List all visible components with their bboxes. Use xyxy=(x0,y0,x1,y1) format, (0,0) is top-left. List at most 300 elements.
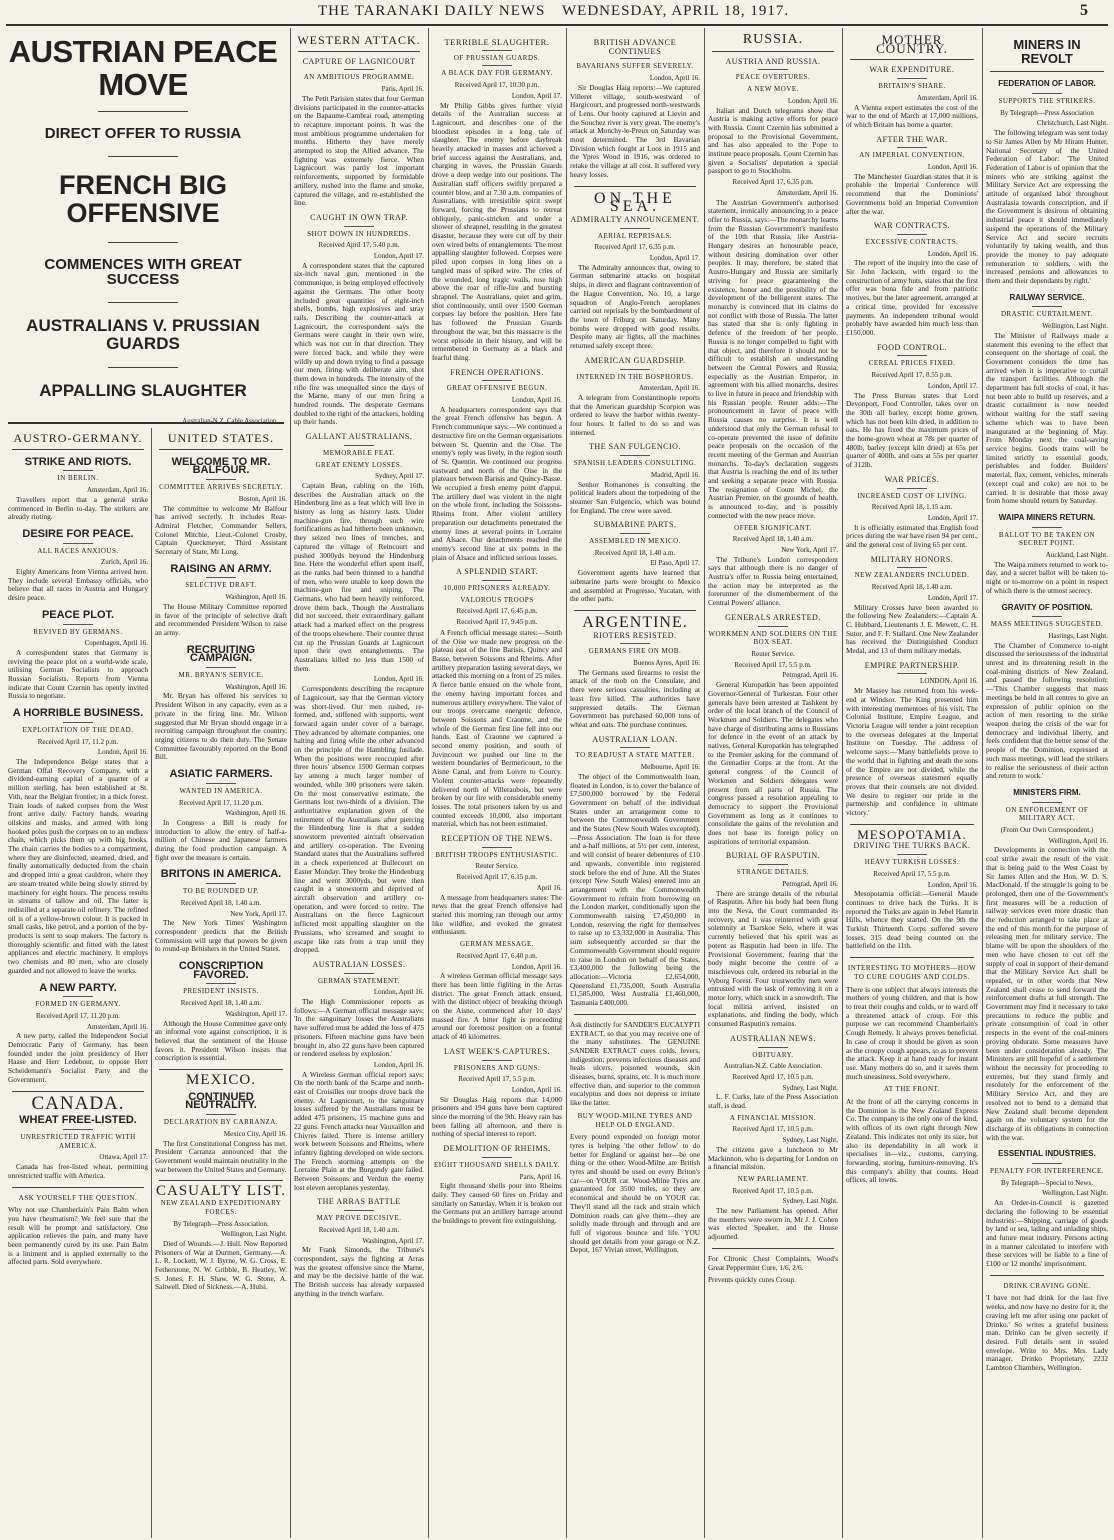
section-title: ARGENTINE. xyxy=(582,613,688,631)
article-body: It is officially estimated that English food prices during the war have risen 94 per cent., and the general cost of living 65 per cent. xyxy=(846,522,978,550)
advert-body: 'I have not had drink for the last five weeks, and now have no desire for it, the craving left me after using one packet of Drinko.' So writes a grateful business man. Drinko can be given secretly if desired. Full details sent in sealed envelope. Write to Mrs. Mrs. Lady manager, Drinko Proprietary, 2232 Lambton Chambers, Wellington. xyxy=(986,1293,1108,1373)
article-body: Mr Philip Gibbs gives further vivid details of the Australian success at Lagnicourt, and describes one of the bloodiest episodes in a long tale of slaughter. The enemy before daybreak heavily attacked in masses and achieved a brief success against the Australians, and, charging in waves, the Prussian Guards drove a deep wedge into our positions. The Australian staff officers swiftly prepared a counter blow, and at 7.30 a.m. companies of Australians, with irresistible spirit swept forward, forcing the Prussians to retreat obliquely, panic-stricken and under a shower of shrapnel, resulting in the greatest disaster, because they were cut off by their own wired belts of entanglements. The most appalling slaughter followed. Corpses were piled upon corpses in long lines on a tangled mass of spiked wire. The cries of the wounded, long tragic wails, rose high above the roar of rifle-fire and bursting shrapnel. The Australians, quiet and grim, shot continuously, until over 1500 German corpses lay before the position. Here fate has followed the Prussian Guards throughout the war, but this massacre is the worst episode in their history, and will be remembered in Germany as a black and fearful thing. xyxy=(432,100,562,362)
column-british-advance xyxy=(570,30,700,1538)
received-line: Received April 17, 10.5 p.m. xyxy=(732,1186,814,1195)
credit-line: Australian-N.Z. Cable Association. xyxy=(723,1062,823,1071)
dateline: Hastings, Last Night. xyxy=(1048,631,1108,640)
dateline: Sydney, April 17. xyxy=(375,472,424,481)
lead-bottom-rule xyxy=(8,422,284,424)
dateline: Wellington, April 16. xyxy=(1048,836,1108,845)
article-subhead: PRESIDENT INSISTS. xyxy=(183,987,259,996)
received-line: Received April 17, 5.5 p.m. xyxy=(734,660,812,669)
dateline: Amsterdam, April 16. xyxy=(86,486,148,495)
article-headline: ASIATIC FARMERS. xyxy=(169,768,273,781)
article-subhead: OFFER SIGNIFICANT. xyxy=(734,523,812,532)
article-body: Italian and Dutch telegrams show that Austria is making active efforts for peace with Russia. Count Czernin has submitted a proposal to the Provisional Government, and has also appealed to the Pope to institute peace proposals. Count Czernin has given a Socialists' deputation a special passport to go to Stockholm. xyxy=(708,105,838,176)
dateline: April 16. xyxy=(536,883,562,892)
article-body: Correspondents describing the recapture of Lagnicourt, say that the German victory was short-lived. Our men rushed, re-formed, and, stiffened with supports, went forward again under cover of a barrage. They advanced by alternate companies, one halting and firing while the other advanced on the principle of the Hambling fusilade. When the positions were reoccupied after three hours' absence 1500 German corpses lay among a much larger number of wounded, while 300 prisoners were taken. On the most conservative estimate, the Germans lost two-thirds of a division. The authoritative explanation given of the retirement of the Australians after piercing the Hindenburg line is that a sudden snowstorm prevented aircraft observation and artillery co-operation. The Evening Standard states that the Australians suffered in a check experienced at Bullecourt on Easter Monday. They broke the Hindenburg line and went 3000yds, but were then caught in a snowstorm and deprived of aircraft observation and artillery co-operation, and were forced to retire. The Australians on the fierce Lagnicourt inflicted most appalling slaughter on the Prussians, who screamed and sought to escape like rats from a trap until they dropped. xyxy=(294,684,424,955)
article-headline: ESSENTIAL INDUSTRIES. xyxy=(998,1149,1096,1159)
dateline: London, April 16. xyxy=(649,74,700,83)
article-body: A French official message states:—South of the Oise we made new progress on the plateau east of the line Barisis, Quincy and Basse, between Soissons and Rheims. After artillery preparation lasting several days, we attacked this morning on a front of 25 miles. A fierce battle ensued on the whole front, the enemy having important forces and numerous artillery everywhere. The valor of our troops overcame energetic defence, between Soissons and Craonne, and the whole of the German first line fell into our hands. East of Craonne we captured a second enemy position, and south of Juvincourt we pushed our line to the western boundaries of Bermericourt, to the Aisne Canal, and from Loivre to Courcy. Violent counter-attacks were repeatedly delivered north of Villeraubois, but were broken by our fire with considerable enemy losses. The total prisoners taken by us and counted exceeds 10,000, also important material, which has not been estimated. xyxy=(432,627,562,829)
article-body: The Independence Belge states that a German Offal Recovery Company, with a dividend-earning capital of a quarter of a million sterling, has been established at St. Vith, near the Belgian frontier, in a thick forest. Train loads of naked corpses from the West front arrive daily. Factory hands, wearing oilskins and masks, and armed with long hooked poles push the corpses on to an endless chain, which picks them up with big hooks. The chain carries the bodies to a compartment, where they are disinfected, steamed, dried, and finally automatically deducted from the chain and dropped into a great cauldron, where they are steam treated while being slowly stirred by machinery for eight hours. The process results in streams of tallow and oil. The latter is redistilled at a separate oil refinery. The refined oil is of a yellow-brown colour. It is packed in small casks, like petrol, and a portion of the by-products is sent to soap makers. The factory is thoroughly scientific and fitted with the latest appliances and electric machinery. It employs two chemists and 80 men, who are closely guarded and not allowed to leave the works. xyxy=(8,756,148,975)
masthead xyxy=(0,0,1114,22)
article-body: Eight thousand shells pour into Rheims daily. They caused 60 fires on Friday and similarly on Saturday. When it is broken out the Germans put an artillery barrage around the buildings to prevent fire extinguishing. xyxy=(432,1181,562,1226)
section-title: MESOPOTAMIA. xyxy=(857,826,967,842)
article-body: A wireless German official message says there has been little fighting in the Arras district. The great French attack ensued, with the distinct object of breaking through on the Aisne, commenced after 10 days' massed fire. A bitter fight is proceeding around our foremost position on a frontal attack of 40 kilometres. xyxy=(432,971,562,1042)
received-line: Received April 17, 10.5 p.m. xyxy=(732,1072,814,1081)
dateline: London, April 17. xyxy=(649,254,700,263)
received-line: Received April 18, 1.40 a.m. xyxy=(732,535,814,544)
advert-body: Prevents quickly cures Croup. xyxy=(708,1275,796,1285)
article-body: The report of the inquiry into the case of Sir John Jackson, with regard to the construction of army huts, states that the first offer was bona fide and from patriotic motives, but the later agreement, arranged at a critical time, provided for excessive payments. An independent tribunal would probably have awarded him much less than £150,000. xyxy=(846,258,978,337)
article-subhead: AN AMBITIOUS PROGRAMME. xyxy=(303,73,415,82)
article-headline: EMPIRE PARTNERSHIP. xyxy=(864,660,960,670)
article-headline: FEDERATION OF LABOR. xyxy=(998,79,1096,89)
section-title: AUSTRO-GERMANY. xyxy=(13,431,143,445)
advert-headline: DRINK CRAVING GONE. xyxy=(1003,1281,1091,1290)
dateline: Amsterdam, April 16. xyxy=(916,93,978,102)
article-headline: WELCOME TO MR. BALFOUR. xyxy=(171,455,271,477)
article-headline: AUSTRIA AND RUSSIA. xyxy=(725,56,821,66)
article-subhead: MR. BRYAN'S SERVICE. xyxy=(178,671,264,680)
article-body: The committee to welcome Mr Balfour has arrived secretly. It includes Rear-Admiral Fletcher, Commander Sellers, Colonel Mitchie, Lieut.-Colonel Crosby, Captain Queckmeyer, Third Assistant Secretary of State, Mr Long. xyxy=(155,503,287,557)
column-terrible-slaughter xyxy=(432,30,562,1538)
column-rule xyxy=(151,428,152,1538)
lead-headline-4: COMMENCES WITH GREAT SUCCESS xyxy=(44,255,242,289)
article-headline: CONTINUED NEUTRALITY. xyxy=(185,1090,257,1112)
column-rule xyxy=(566,28,567,1538)
dateline: Buenos Ayres, April 16. xyxy=(633,659,700,668)
article-subhead: ON ENFORCEMENT OF MILITARY ACT. xyxy=(1005,805,1089,823)
article-subhead: SELECTIVE DRAFT. xyxy=(185,581,257,590)
article-subhead: INCREASED COST OF LIVING. xyxy=(857,491,967,500)
article-headline: A SPLENDID START. xyxy=(455,567,539,577)
newspaper-name: THE TARANAKI DAILY NEWS xyxy=(318,3,546,19)
article-body: A correspondent states that the captured six-inch naval gun, mentioned in the communique, is being employed effectively against the Germans. The other booty included great quantities of eight-inch shells, bombs, high explosives and stray rails. Describing the counter-attack at Lagnicourt, the correspondent says the Germans were caught in their own wire, which was not cut in that direction. They were forced back, and while they were wildly up and down trying to find a passage our men, firing with deliberate aim, shot them down in hundreds. The intensity of the rifle fire was unequalled since the days of the Marne, many of our men firing a hundred rounds. The desperate Germans doubled to the right of the attackers, holding up their hands. xyxy=(294,260,424,427)
article-headline: STRIKE AND RIOTS. xyxy=(24,455,132,468)
article-body: A Vienna expert estimates the cost of the war to the end of March at 17,000 millions, of which Britain has borne a quarter. xyxy=(846,102,978,129)
article-headline: GENERALS ARRESTED. xyxy=(725,612,821,622)
received-line: Received April 17, 10.5 p.m. xyxy=(732,1125,814,1134)
article-body: The Chamber of Commerce to-night discussed the seriousness of the industrial unrest and its threatening result in the coal-mining districts of New Zealand, and passed the following resolution:—'This Chamber suggests that mass meetings be held in all centres to give an expression of public opinion on the action of men resorting to the strike weapon during the crisis of the war for democracy and individual liberty, and feels confident that the better sense of the people of the Dominion, expressed at such mass meetings, will lead the strikers to realise the seriousness of their action and return to work.' xyxy=(986,640,1108,781)
lead-headline-1: AUSTRIAN PEACE MOVE xyxy=(8,34,278,102)
article-subhead: OF PRUSSIAN GUARDS. xyxy=(453,53,541,62)
article-headline: SUBMARINE PARTS. xyxy=(593,520,677,530)
article-body: Sir Douglas Haig reports that 14,000 prisoners and 194 guns have been captured since the morning of the 9th. Heavy rain has been falling all afternoon, and there is nothing of special interest to report. xyxy=(432,1094,562,1139)
article-headline: CAPTURE OF LAGNICOURT xyxy=(302,56,416,66)
advert-headline: AT THE FRONT. xyxy=(883,1085,941,1094)
lead-headline-3: FRENCH BIG OFFENSIVE xyxy=(59,169,227,229)
article-headline: THE ARRAS BATTLE xyxy=(317,1197,401,1207)
article-subhead: PENALTY FOR INTERFERENCE. xyxy=(989,1167,1105,1176)
article-body: Mesopotamia official:—General Maude continues to drive back the Turks. It is reported the Turks are again in Jebel Hamrin Hills, whence they started. On the 9th the Turkish Thirteenth Corps suffered severe losses, 315 dead being counted on the battlefield on the 11th. xyxy=(846,889,978,951)
column-russia xyxy=(708,30,838,1538)
dateline: Christchurch, Last Night. xyxy=(1036,119,1108,128)
dateline: London, April 16. xyxy=(511,962,562,971)
article-body: A telegram from Constantinople reports that the American guardship Scorpion was ordered to leave the harbor within twenty-four hours. It failed to do so and was interned. xyxy=(570,392,700,437)
dateline: London, April 16. xyxy=(927,163,978,172)
section-title: BRITISH ADVANCE CONTINUES xyxy=(593,37,677,56)
article-subhead: GERMAN STATEMENT. xyxy=(317,976,401,985)
article-subhead: GREAT ENEMY LOSSES. xyxy=(315,460,403,469)
article-subhead: GERMAN MESSAGE. xyxy=(459,940,534,949)
article-subhead: BRITISH TROOPS ENTHUSIASTIC. xyxy=(435,850,559,859)
article-subhead: OBITUARY. xyxy=(752,1050,794,1059)
article-subhead: PRISONERS AND GUNS. xyxy=(453,1063,541,1072)
article-subhead: COMMITTEE ARRIVES SECRETLY. xyxy=(159,483,283,492)
column-austro-germany xyxy=(8,428,148,1538)
dateline: Washington, April 17. xyxy=(362,1236,424,1245)
article-headline: RIOTERS RESISTED. xyxy=(593,630,677,640)
lead-headline-2: DIRECT OFFER TO RUSSIA xyxy=(44,125,242,143)
article-body: General Kuropatkin has been appointed Governor-General of Turkestan. Four other generals have been arrested at Tashkent by order of the local branch of the Council of Workmen and Soldiers. The delegates who have charge of distributing arms to Russians for defence in the event of an attack by natives, General Kuropatkin has telegraphed to the Premier asking for the command of the Grenadier Corps at the front. At the general congress of the Council of Workmen and Soldiers delegates were present from all parts of Russia. The congress passed a resolution appealing to democracy to support the Provisional Government as long as it continues to consolidate the gains of the revolution and does not base its foreign policy on aspirations of territorial expansion. xyxy=(708,680,838,846)
dateline: London, April 17. xyxy=(373,252,424,261)
received-line: Received April 18, 1.40 a.m. xyxy=(318,1225,400,1234)
column-miners-in-revolt xyxy=(986,30,1108,1538)
article-subhead: FORMED IN GERMANY. xyxy=(35,1000,121,1009)
article-headline: RAISING AN ARMY. xyxy=(170,562,272,575)
article-headline: DRIVING THE TURKS BACK. xyxy=(853,841,971,851)
dateline: Petrograd, April 16. xyxy=(782,879,838,888)
received-line: Received April 18, 1.40 a.m. xyxy=(594,548,676,557)
dateline: London, April 16. xyxy=(927,249,978,258)
masthead-rule xyxy=(6,24,1108,26)
article-headline: CAUGHT IN OWN TRAP. xyxy=(310,212,408,222)
dateline: Wellington, Last Night. xyxy=(221,1230,287,1239)
received-line: Received April 17, 10.30 p.m. xyxy=(454,81,540,90)
section-title: CANADA. xyxy=(31,1092,125,1114)
article-headline: MINISTERS FIRM. xyxy=(1013,787,1081,797)
section-title: ON THE SEA. xyxy=(594,189,676,216)
article-body: Senhor Romanones is consulting the political leaders about the torpedoing of the steamer San Fulgencio, which was bound for England. The crew were saved. xyxy=(570,479,700,515)
issue-date: WEDNESDAY, APRIL 18, 1917. xyxy=(562,3,790,19)
advert-body: Ask distinctly for SANDER'S EUCALYPTI EXTRACT, so that you may receive one of the many substitutes. The GENUINE SANDER EXTRACT cures colds, fevers, indigestion; prevents infectious diseases and heals ulcers, poisoned wounds, skin diseases, burns, sprains, etc. It is much more effective than, and superior to the common eucalyptus and does not depress or irritate like the latter. xyxy=(570,1019,700,1108)
dateline: Wellington, Last Night. xyxy=(1042,1189,1108,1198)
article-headline: WAIPA MINERS RETURN. xyxy=(998,512,1096,522)
article-subhead: EXCESSIVE CONTRACTS. xyxy=(865,237,959,246)
dateline: London, April 16. xyxy=(373,675,424,684)
received-line: Received April 17, 6.45 p.m. xyxy=(456,607,538,616)
article-body: The citizens gave a luncheon to Mr Mackinnon, who is departing for London on a financial mission. xyxy=(708,1144,838,1172)
article-body: A headquarters correspondent says that the great French offensive has begun. A French communique says:—We continued a destructive fire on the German organisations between St. Quentin and the Oise. The enemy's reply was lively, in the region south of St. Quentin. We continued our progress eastward and north of the Oise in the plateaux between Barisis and Quincy-Basse. We occupied a fresh enemy point d'appui. The artillery duel was violent in the night on the whole front, including the Soissons-Rheims front. After violent artillery preparation our detachments penetrated the enemy lines at several points in Lorraine and Alsace. Our detachments reached the enemy's second line at six points in the plain of Alsace and inflicted serious losses. xyxy=(432,404,562,562)
received-line: Received April 17, 11.20 p.m. xyxy=(178,798,264,807)
article-subhead: ASSEMBLED IN MEXICO. xyxy=(589,537,681,546)
dateline: Auckland, Last Night. xyxy=(1045,551,1108,560)
credit-line: Reuter Service. xyxy=(751,650,795,658)
article-headline: PEACE PLOT. xyxy=(41,608,115,621)
article-body: Government agents have learned that submarine parts were brought to Mexico and assembled at Progresso, Yucatan, with the other parts. xyxy=(570,568,700,604)
lead-headline-5: AUSTRALIANS V. PRUSSIAN GUARDS xyxy=(26,316,260,353)
column-mother-country xyxy=(846,30,978,1538)
article-body: A message from headquarters states: The news that the great French offensive had started this morning ran through our army like wildfire, and evoked the greatest enthusiasm. xyxy=(432,892,562,937)
article-body: Eighty Americans from Vienna arrived here. They include several Embassy officials, who believe that all races in Austria and Hungary desire peace. xyxy=(8,567,148,603)
article-subhead: IN BERLIN. xyxy=(57,474,99,483)
article-body: The New York Times' Washington correspondent predicts that the British Commission will urge that powers be given to round-up Britishers in the United States. xyxy=(155,918,287,954)
received-line: Received April 17, 11.2 p.m. xyxy=(37,737,119,746)
column-rule xyxy=(842,28,843,1538)
column-united-states xyxy=(155,428,287,1538)
article-headline: FRENCH OPERATIONS. xyxy=(450,367,544,377)
article-subhead: ALL RACES ANXIOUS. xyxy=(37,546,119,555)
article-headline: CONSCRIPTION FAVORED. xyxy=(178,960,264,981)
article-headline: BURIAL OF RASPUTIN. xyxy=(725,851,821,861)
article-headline: WAR EXPENDITURE. xyxy=(869,65,955,75)
article-headline: WAR PRICES. xyxy=(884,474,940,484)
dateline: Ottawa, April 17. xyxy=(99,1153,148,1162)
article-subhead: HEAVY TURKISH LOSSES. xyxy=(864,858,960,867)
cable-credit: Australian-N.Z. Cable Association. xyxy=(182,417,278,425)
article-body: The Press Bureau states that Lord Devonport, Food Controller, takes over on the 30th all barley, except home grown, which has not been kiln dried, in addition to oats. He has fixed the maximum prices of the home-grown wheat at 78s per quarter of 480lb, barley (except kiln dried) at 65s per quarter of 400lb, and oats at 55s per quarter of 312lb. xyxy=(846,390,978,470)
dateline: New York, April 17. xyxy=(781,545,838,554)
advert-body: There is one subject that always interests the mothers of young children, and that is how to treat their coughs and colds, or to ward off a threatened attack of croup. For this purpose we can recommend Chamberlain's Cough Remedy. It always proves beneficial. In case of croup it should be given as soon as the croupy cough appears, so as to prevent the attack. Keep it at hand ready for instant use. Many mothers do so, and it saves them much uneasiness. Sold everywhere. xyxy=(846,984,978,1081)
received-line: Received April 17, 5.40 p.m. xyxy=(318,241,400,250)
article-body: The Waipa miners returned to work to-day, and a secret ballot will be taken to-night or to-morrow on a point in respect of which there is the utmost secrecy. xyxy=(986,559,1108,595)
article-subhead: SUPPORTS THE STRIKERS. xyxy=(998,96,1096,105)
advert-headline: ASK YOURSELF THE QUESTION. xyxy=(18,1193,138,1202)
received-line: Received April 17, 6.40 p.m. xyxy=(456,951,538,960)
article-body: L. F. Curks, late of the Press Association staff, is dead. xyxy=(708,1092,838,1111)
dateline: Sydney, Last Night. xyxy=(782,1136,838,1145)
column-rule xyxy=(290,28,291,1538)
article-body: A Wireless German official report says: On the north bank of the Scarpe and north-east of Croisilles our troops drove back the enemy. At Lagnicourt, to the sanguinary losses suffered by the Australians must be added 475 prisoners, 15 machine guns and 22 guns. French attacks near Vauxaillon and Chivres failed. There is intense artillery work between Soissons and Rheims, where infantry fighting developed on wide sectors. The French storming attempts on the Lorraine Plain at the Burgundy gate failed. Between Soissons and Verdun the enemy lost eleven aeroplanes yesterday. xyxy=(294,1069,424,1192)
received-line: Received April 18, 1.40 a.m. xyxy=(180,898,262,907)
received-line: Received April 17, 5.5 p.m. xyxy=(873,869,951,878)
dateline: Sydney, Last Night. xyxy=(782,1083,838,1092)
article-headline: DESIRE FOR PEACE. xyxy=(22,527,134,540)
article-body: The Germans used firearms to resist the attack of the mob on the Consulate, and there were serious casualties, including at least five killed. The authorities have suppressed details. The German Government has purchased 60,000 tons of wheat and oats. The purchase continues. xyxy=(570,667,700,729)
received-line: Received April 17, 6.35 p.m. xyxy=(732,178,814,187)
dateline: Washington, April 16. xyxy=(225,682,287,691)
article-subhead: MEMORABLE FEAT. xyxy=(323,448,395,457)
received-line: Received April 17, 11.20 p.m. xyxy=(35,1011,121,1020)
article-body: The first Constitutional Congress has met. President Carranza announced that the Government would maintain neutrality in the war between the United States and Germany. xyxy=(155,1138,287,1174)
page-number: 5 xyxy=(1080,2,1088,19)
column-western-attack xyxy=(294,30,424,1538)
dateline: Amsterdam, April 16. xyxy=(86,1022,148,1031)
article-body: Canada has free-listed wheat, permitting unrestricted traffic with America. xyxy=(8,1162,148,1180)
dateline: Washington, April 16. xyxy=(225,809,287,818)
section-title: MEXICO. xyxy=(186,1072,256,1089)
article-body: A correspondent states that Germany is reviving the peace plot on a world-wide scale, utilising German Socialists to approach Russian Socialists. Reports from Vienna indicate that Count Czernin has openly invited Russia to negotiate. xyxy=(8,647,148,701)
article-body: The Manchester Guardian states that it is probable the Imperial Conference will recommend that the Dominions' Governments hold an Imperial Convention after the war. xyxy=(846,171,978,216)
article-body: The new Parliament has opened. After the members were sworn in, Mr J. J. Cohen was elected Speaker, and the House adjourned. xyxy=(708,1206,838,1242)
section-title: TERRIBLE SLAUGHTER. xyxy=(444,37,550,47)
column-rule xyxy=(428,28,429,1538)
article-body: The object of the Commonwealth loan, floated in London, is to cover the balance of £7,500,000 borrowed by the Federal Government on behalf of the individual States under an arrangement come to between the Commonwealth Government and the States (New South Wales excepted).—Press Association. The loan is for three and a-half millions, at 5½ per cent. interest, and will consist of bearer debentures of £10 and upwards, convertible into registered stock before the end of June. All the States (except New South Wales) entered into an arrangement with the Commonwealth Government to refrain from borrowing on the London market, conditionally upon the Commonwealth raising £7,450,000 in London, reserving the right for themselves to raise up to £3,332,000 in Australia. This sum subsequently accorded so that the Commonwealth Government should require to raise in London on behalf of the States, £3,400,000 the following being the allocation:—Victoria £2,654,000, Queensland £1,735,000, South Australia £1,585,000, West Australia £1,460,000, Tasmania £400,000. xyxy=(570,771,700,1008)
article-body: Mr. Bryan has offered his services to President Wilson in any capacity, even as a private in the firing line. Mr. Wilson suggested that Mr Bryan should engage in a recruiting campaign throughout the country, urging citizens to do their duty. The Senate Committee favourably reported on the Bond Bill. xyxy=(155,691,287,762)
dateline: London, April 16. xyxy=(511,1085,562,1094)
article-body: In Congress a Bill is ready for introduction to allow the entry of half-a-million of Chinese and Japanese farmers during the food production campaign. A fight over the measure is certain. xyxy=(155,817,287,862)
article-subhead: UNRESTRICTED TRAFFIC WITH AMERICA. xyxy=(20,1133,136,1150)
credit-line: By Telegraph—Press Association xyxy=(1000,108,1094,117)
article-headline: A NEW PARTY. xyxy=(39,981,117,994)
dateline: Zurich, April 16. xyxy=(100,558,148,567)
article-subhead: STRANGE DETAILS. xyxy=(736,868,810,877)
lead-headline-6: APPALLING SLAUGHTER xyxy=(39,380,247,400)
dateline: London, April 16. xyxy=(927,880,978,889)
dateline: Sydney, Last Night. xyxy=(782,1197,838,1206)
article-body: There are strange details of the reburial of Rasputin. After his body had been flung into the Neva, the Court commanded its recovery, and it was reinterred with great solemnity at Tsarskoe Selo, where it was currently believed that his spirit was as potent as Rasputin had been in life. The Provisional Government, fearing that the body might become the centre of a mischievous cult, ordered its reburial in the Vyborg Forest. Four trustworthy men were entrusted with the task of removing it on a motor lorry, which stuck in a snowdrift. The local militia arrived, insisted on explanations, and finding the body, which consumed Rasputin's remains. xyxy=(708,888,838,1029)
article-headline: ADMIRALTY ANNOUNCEMENT. xyxy=(570,214,700,224)
lead-headlines xyxy=(8,30,278,460)
dateline: London, April 17. xyxy=(927,381,978,390)
column-rule xyxy=(704,28,705,1538)
section-title: MOTHER COUNTRY. xyxy=(876,32,948,56)
article-body: The Petit Parisien states that four German divisions participated in the counter-attacks on the Bapaume-Cambrai road, attempting to recapture important points. It was the most ambitious programme undertaken for months. Hitherto they have merely attempted to stop the Allied advance. The fighting was extremely fierce. When Lagnicourt was partly lost important reinforcements, supported by formidable artillery, rushed into the flame and smoke, captured the village, and re-established the line. xyxy=(294,93,424,208)
article-subhead: VALOROUS TROOPS xyxy=(460,595,534,604)
column-rule xyxy=(982,28,983,1538)
article-subhead: NEW ZEALAND EXPEDITIONARY FORCES. xyxy=(160,1199,282,1216)
article-body: A new party, called the Independent Social Democratic Party of Germany, has been founded under the joint presidency of Herr Haase and Herr Ledebour, to oppose Herr Scheidemann's Socialist Party and the Government. xyxy=(8,1031,148,1084)
advert-body: For Chronic Chest Complaints, Wood's Great Peppermint Cure, 1/6, 2/6. xyxy=(708,1253,838,1272)
article-body: An Order-in-Council is gazetted declaring the following to be essential industries:—Shipping, carriage of goods by land or sea, lading and unlading ships, and future meat industry. Persons acting in a manner calculated to interfere with these services will be liable to a fine of £100 or 12 months' imprisonment. xyxy=(986,1198,1108,1269)
article-subhead: SPANISH LEADERS CONSULTING. xyxy=(573,459,697,468)
dateline: Boston, April 16. xyxy=(238,494,287,503)
dateline: London, April 16. xyxy=(373,1060,424,1069)
dateline: Wellington, Last Night. xyxy=(1042,322,1108,331)
received-line: Received April 17, 9.45 p.m. xyxy=(456,618,538,627)
received-line: Received April 17, 6.35 p.m. xyxy=(594,243,676,252)
dateline: Melbourne, April 16. xyxy=(640,763,700,772)
article-body: Travellers report that a general strike commenced in Berlin to-day. The strikers are already rioting. xyxy=(8,494,148,522)
article-headline: A HORRIBLE BUSINESS. xyxy=(12,707,144,720)
article-subhead: NEW ZEALANDERS INCLUDED. xyxy=(854,571,970,580)
article-subhead: AERIAL REPRISALS. xyxy=(597,231,673,240)
article-headline: AUSTRALIAN LOAN. xyxy=(592,734,678,744)
dateline: Washington, April 17. xyxy=(225,1009,287,1018)
article-body: Developments in connection with the coal strike await the result of the visit that is being paid to the West Coast by Sir James Allen and the Hon. W. D. S. MacDonald. If the struggle is going to be prolonged, then one of the Government's first measures will be a reduction of railway services even more drastic than the reduction arranged to take place at the end of this month for the purpose of releasing men for military service. The blame will be upon the shoulders of the men who have chosen to cut off the supply of coal in support of their demand that the Military Service Act shall be repealed, or in other words that New Zealand shall cease to send forward the reinforcement drafts at full strength. The Government may find it necessary to take precautions to reduce the public and private consumption of coal in other respects in the event of the coal-miners proving obdurate. Some measures have been under consideration already. The Ministers are still hopeful of a settlement without the necessity for proceeding to extremes, but they stand firmly and resolutely for the enforcement of the Military Service Act, and they are resolved not to bend to a demand that New Zealand shall become dependent again on the voluntary system for the discharge of its obligations in connection with the war. xyxy=(986,845,1108,1142)
article-subhead: GREAT OFFENSIVE BEGUN. xyxy=(446,384,548,393)
dateline: London, April 17. xyxy=(927,513,978,522)
article-subhead: A BLACK DAY FOR GERMANY. xyxy=(441,69,553,78)
article-subhead: 10,000 PRISONERS ALREADY. xyxy=(443,584,551,593)
article-subhead: SHOT DOWN IN HUNDREDS. xyxy=(307,229,411,238)
article-subhead: DECLARATION BY CARRANZA. xyxy=(163,1118,279,1127)
article-body: The Austrian Government's authorised statement, ironically announcing to a peace offer to Russia, says:—The monarchy learns from the Russian Government's manifesto of the 10th that Russia, like Austria-Hungary desires an honourable peace, without desiring domination over other peoples. It may, therefore, be stated that Austro-Hungary and Russia are similarly striving for peace guaranteeing the existence, honor and the possibility of the development of the belligerent states. The monarchy is convinced that its claims do not conflict with those of Russia. The latter has stated that she is only fighting in defence of the freedom of her people. Russia is no longer compelled to fight with that object, and therefore it should not be difficult to establish an understanding between the Central Powers and Russia, especially as the Austrian Emperor, in agreement with his allied monarchs, desires to live in future in peace and friendship with his Russian people. Reuter adds:—The pronouncement in favor of peace with Russia causes no surprise. It is well understood that only the German refusal to co-operate prevented the issue of definite peace proposals on the occasion of the recent meeting of the German and Austrian monarchs. To-day's declaration suggests that Austria is reaching the end of its tether and seeking a separate peace with Russia. The resignation of Count Michel, the Austrian Premier, on the grounds of health, is announced to-day, and is possibly connected with the new peace move. xyxy=(708,197,838,520)
article-headline: FOOD CONTROL. xyxy=(876,342,948,352)
article-subhead: MAY PROVE DECISIVE. xyxy=(316,1214,402,1223)
article-body: The Minister of Railways made a statement this evening to the effect that consequent on the shortage of coal, the Government considers the time has arrived when it is imperative to curtail the transport facilities. Although the department has full stocks of coal, it has not been able to build up reserves, and a drastic curtailment is now needed without waiting for the staff saving scheme which was to have been inaugurated at the beginning of May. From Monday next the coal-saving service begins. Goods trains will be limited strictly to essential goods, perishables and fodder. Builders' material, flax, cement, vehicles, minerals (except coal and coke) are not to be carried. It is desirable that those away from home should return by Saturday. xyxy=(986,330,1108,506)
received-line: Received April 18, 1.15 a.m. xyxy=(871,503,953,512)
dateline: London, April 17. xyxy=(927,593,978,602)
article-subhead: PEACE OVERTURES. xyxy=(735,73,811,82)
article-body: Military Crosses have been awarded to the following New Zealanders:—Captain A. C. Hubbard, Lieutenants J. E. Mewett, C. H. Sutor, and F. F. Stallard. One New Zealander has received the Distinguished Conduct Medal, and 13 of them military medals. xyxy=(846,602,978,656)
dateline: Madrid, April 16. xyxy=(651,470,700,479)
article-subhead: TO READJUST A STATE MATTER. xyxy=(575,751,695,760)
dateline: Paris, April 16. xyxy=(519,1172,562,1181)
article-headline: AUSTRALIAN LOSSES. xyxy=(312,959,406,969)
article-body: The Tribune's London correspondent says that although there is no danger of Austria's offer to Russia being entertained, the action may be interpreted as the forerunner of the dismemberment of the Central Powers' alliance. xyxy=(708,554,838,608)
article-headline: WAR CONTRACTS. xyxy=(873,221,951,231)
advert-headline: INTERESTING TO MOTHERS—HOW TO CURE COUGHS AND COLDS. xyxy=(847,964,977,981)
article-body: The High Commissioner reports as follows:—A German official message says: 'In the sanguinary losses the Australians have suffered must be added the loss of 475 prisoners. Fifteen machine guns have been brought in, also 22 guns have been captured or rendered useless by explosion.' xyxy=(294,997,424,1059)
dateline: Mexico City, April 16. xyxy=(223,1129,287,1138)
section-title: MINERS IN REVOLT xyxy=(1013,37,1081,66)
article-subhead: DRASTIC CURTAILMENT. xyxy=(1000,310,1094,319)
article-subhead: A NEW MOVE. xyxy=(747,85,799,94)
credit-line: Reuter Service. xyxy=(475,862,519,871)
article-subhead: WANTED IN AMERICA. xyxy=(179,786,263,795)
article-subhead: BALLOT TO BE TAKEN ON SECRET POINT. xyxy=(998,530,1096,548)
advert-body: Every pound expended on foreign motor tyres is helping 'the other fellow' to do better for England or against her—be one thing or the other. Wood-Milne are British tyres and should be used on every Briton's car—on YOUR car. Wood-Milne Tyres are guaranteed for 3500 miles, so they are economical and should be on YOUR car. They'll stand all the rack and strain which Dominion roads can give them—they are solidly made through and through and are full of vigorous bounce and life. YOU should get details from your garage or N.Z. Depot, 167 Vivian street, Wellington. xyxy=(570,1132,700,1255)
dateline: Copenhagen, April 16. xyxy=(84,639,148,648)
article-subhead: WORKMEN AND SOLDIERS ON THE BOX SEAT. xyxy=(708,629,838,647)
advert-headline: BUY WOOD-MILNE TYRES AND HELP OLD ENGLAND. xyxy=(577,1111,693,1129)
article-body: Captain Bean, cabling on the 16th, describes the Australian attack on the Hindenburg line as a feat which will live in history as long as history lasts. Under machine-gun fire, through such wire fortifications as had hitherto been unknown, they seized two lines of trenches, and captured the village of Reincourt and pushed 3000yds beyond the Hindenburg line. Here the wonderful effort spent itself, as the ranks had been thinned to a handful of men, who were unable to keep down the machine-gun fire and sniping. The Germans, who had been heavily reinforced, drove them back. Though the Australians did not succeed, their extraordinary gallant attack had a marked effect on the progress of the troops elsewhere. Their counter thrust cut up the Prussian Guards at Lagnicourt upon their own entanglements. The Australians killed no less than 1500 of them. xyxy=(294,480,424,673)
advert-body: Why not use Chamberlain's Pain Balm when you have rheumatism? We feel sure that the result will be prompt and satisfactory. One application relieves the pain, and many have been permanently cured by its use. Pain Balm is a liniment and is applied externally to the affected parts. Sold everywhere. xyxy=(8,1205,148,1267)
article-subhead: REVIVED BY GERMANS. xyxy=(33,627,123,636)
section-title: WESTERN ATTACK. xyxy=(297,33,421,47)
article-subhead: CEREAL PRICES FIXED. xyxy=(868,359,956,368)
article-headline: AUSTRALIAN NEWS. xyxy=(730,1033,816,1043)
article-body: Died of Wounds.—J. Hull. Now Reported Prisoners of War at Durmen, Germany.—A. L. R. Lockett, W. J. Byrne, W. G. Cross, E. Fetherstone, N. W. Gribble, B. Heatley, W. S. Jones, F. H. Shaw, W. G. Stone, A. Saltwell. Died of Sickness.—A. Hulsi. xyxy=(155,1238,287,1292)
article-body: Although the House Committee gave only an informal vote against conscription, it is believed that the sentiment of the House favors it. President Wilson insists that conscription is essential. xyxy=(155,1018,287,1063)
article-headline: GALLANT AUSTRALIANS. xyxy=(305,432,413,442)
article-subhead: INTERNED IN THE BOSPHORUS. xyxy=(576,372,694,381)
article-body: The Admiralty announces that, owing to German submarine attacks on hospital ships, in direct and flagrant contravention of the Hague Convention, No. 10, a large squadron of Anglo-French aeroplanes carried out reprisals by the bombardment of the town of Friburg on Saturday. Many bombs were dropped with good results. Despite many air fights, all the machines returned safely except three. xyxy=(570,262,700,351)
article-headline: THE SAN FULGENCIO. xyxy=(589,442,681,452)
article-headline: MILITARY HONORS. xyxy=(870,554,954,564)
article-subhead: BRITAIN'S SHARE. xyxy=(878,82,946,91)
dateline: Paris, April 16. xyxy=(381,85,424,94)
dateline: London, April 16. xyxy=(97,748,148,757)
article-headline: BRITONS IN AMERICA. xyxy=(160,868,282,881)
dateline: London, April 16. xyxy=(787,96,838,105)
received-line: Received April 17, 6.15 p.m. xyxy=(456,873,538,882)
received-line: Received April 17, 8.55 p.m. xyxy=(871,371,953,380)
article-body: Mr Frank Simonds, the Tribune's correspondent, says the fighting at Arras was the greatest offensive since the Marne, and may be the decisive battle of the war. The British success has already surpassed anything in the trench warfare. xyxy=(294,1245,424,1298)
dateline: LONDON, April 16. xyxy=(920,677,978,686)
received-line: Received April 18, 1.40 a.m. xyxy=(871,583,953,592)
dateline: El Paso, April 17. xyxy=(650,559,700,568)
article-headline: GRAVITY OF POSITION. xyxy=(1001,602,1093,612)
article-subhead: MASS MEETINGS SUGGESTED. xyxy=(990,620,1104,629)
article-subhead: NEW PARLIAMENT. xyxy=(737,1174,809,1183)
dateline: London, April 16. xyxy=(373,988,424,997)
article-headline: WHEAT FREE-LISTED. xyxy=(19,1114,137,1127)
section-title: UNITED STATES. xyxy=(167,431,275,445)
article-subhead: TO BE ROUNDED UP. xyxy=(182,887,260,896)
section-title: RUSSIA. xyxy=(742,32,804,47)
advert-body: At the front of all the carrying concerns in the Dominion is the New Zealand Express Co. The company is the only one of the kind, with offices of its own right through New Zealand. This indicates not only its size, but also its dependability in all work it specialises in—viz., customs, carrying, forwarding, storing, furniture-removing. It's this company's ability that counts. Head offices, all towns. xyxy=(846,1097,978,1185)
article-headline: LAST WEEK'S CAPTURES. xyxy=(443,1046,551,1056)
credit-line: By Telegraph—Press Association. xyxy=(173,1219,269,1228)
article-subhead: EXPLOITATION OF THE DEAD. xyxy=(22,725,134,734)
dateline: London, April 17. xyxy=(511,91,562,100)
article-subhead: AN IMPERIAL CONVENTION. xyxy=(859,151,965,160)
article-headline: RECRUITING CAMPAIGN. xyxy=(186,643,256,665)
article-subhead: A FINANCIAL MISSION. xyxy=(729,1113,817,1122)
article-headline: RECEPTION OF THE NEWS. xyxy=(441,834,553,844)
article-headline: AFTER THE WAR. xyxy=(876,134,948,144)
credit-line: By Telegraph—Special to News. xyxy=(1001,1178,1093,1187)
dateline: Petrograd, April 16. xyxy=(782,671,838,680)
article-body: Mr Massey has returned from his week-end at Windsor. The King presented him with interesting mementoes of his visit. The Colonial Institute, Empire League, and Victoria League will tender a joint reception to the overseas delegates at the Imperial Institute on Tuesday. The address of welcome says:—'Many battlefields prove to the world that in fighting and death the sons of the Empire are not divided, while the presence of overseas statesmen equally proves that their counsels are not divided. We desire to register our pride in the partnership and confidence in ultimate victory.' xyxy=(846,686,978,818)
dateline: New York, April 17. xyxy=(230,909,287,918)
dateline: Washington, April 16. xyxy=(225,593,287,602)
article-body: The following telegram was sent today to Sir James Allen by Mr Hiram Hunter, National Secretary of the United Federation of Labor: 'The United Federation of Labor is of opinion that the miners who are striking against the Military Service Act are expressing the attitude of organised labor throughout Australasia towards conscription, and if the Government is desirous of obtaining industrial peace it should immediately suspend the operations of the Military Service Act and secure recruits voluntarily by taking wealth, and thus provide the money to pay adequate remuneration to soldiers, with the increased pensions and allowances to them and their dependants by right.' xyxy=(986,128,1108,286)
section-title: CASUALTY LIST. xyxy=(155,1183,287,1200)
article-subhead: GERMANS FIRE ON MOB. xyxy=(588,647,682,656)
dateline: London, April 16. xyxy=(511,396,562,405)
article-headline: DEMOLITION OF RHEIMS. xyxy=(443,1144,551,1154)
received-line: Received April 17, 5.5 p.m. xyxy=(458,1075,536,1084)
article-headline: AMERICAN GUARDSHIP. xyxy=(584,355,686,365)
article-subhead: BAVARIANS SUFFER SEVERELY. xyxy=(576,62,694,71)
dateline: Amsterdam, April 16. xyxy=(638,384,700,393)
article-headline: RAILWAY SERVICE. xyxy=(1009,292,1085,302)
article-body: The House Military Committee reported in favor of the principle of selective draft and recommended President Wilson to raise an army. xyxy=(155,601,287,637)
